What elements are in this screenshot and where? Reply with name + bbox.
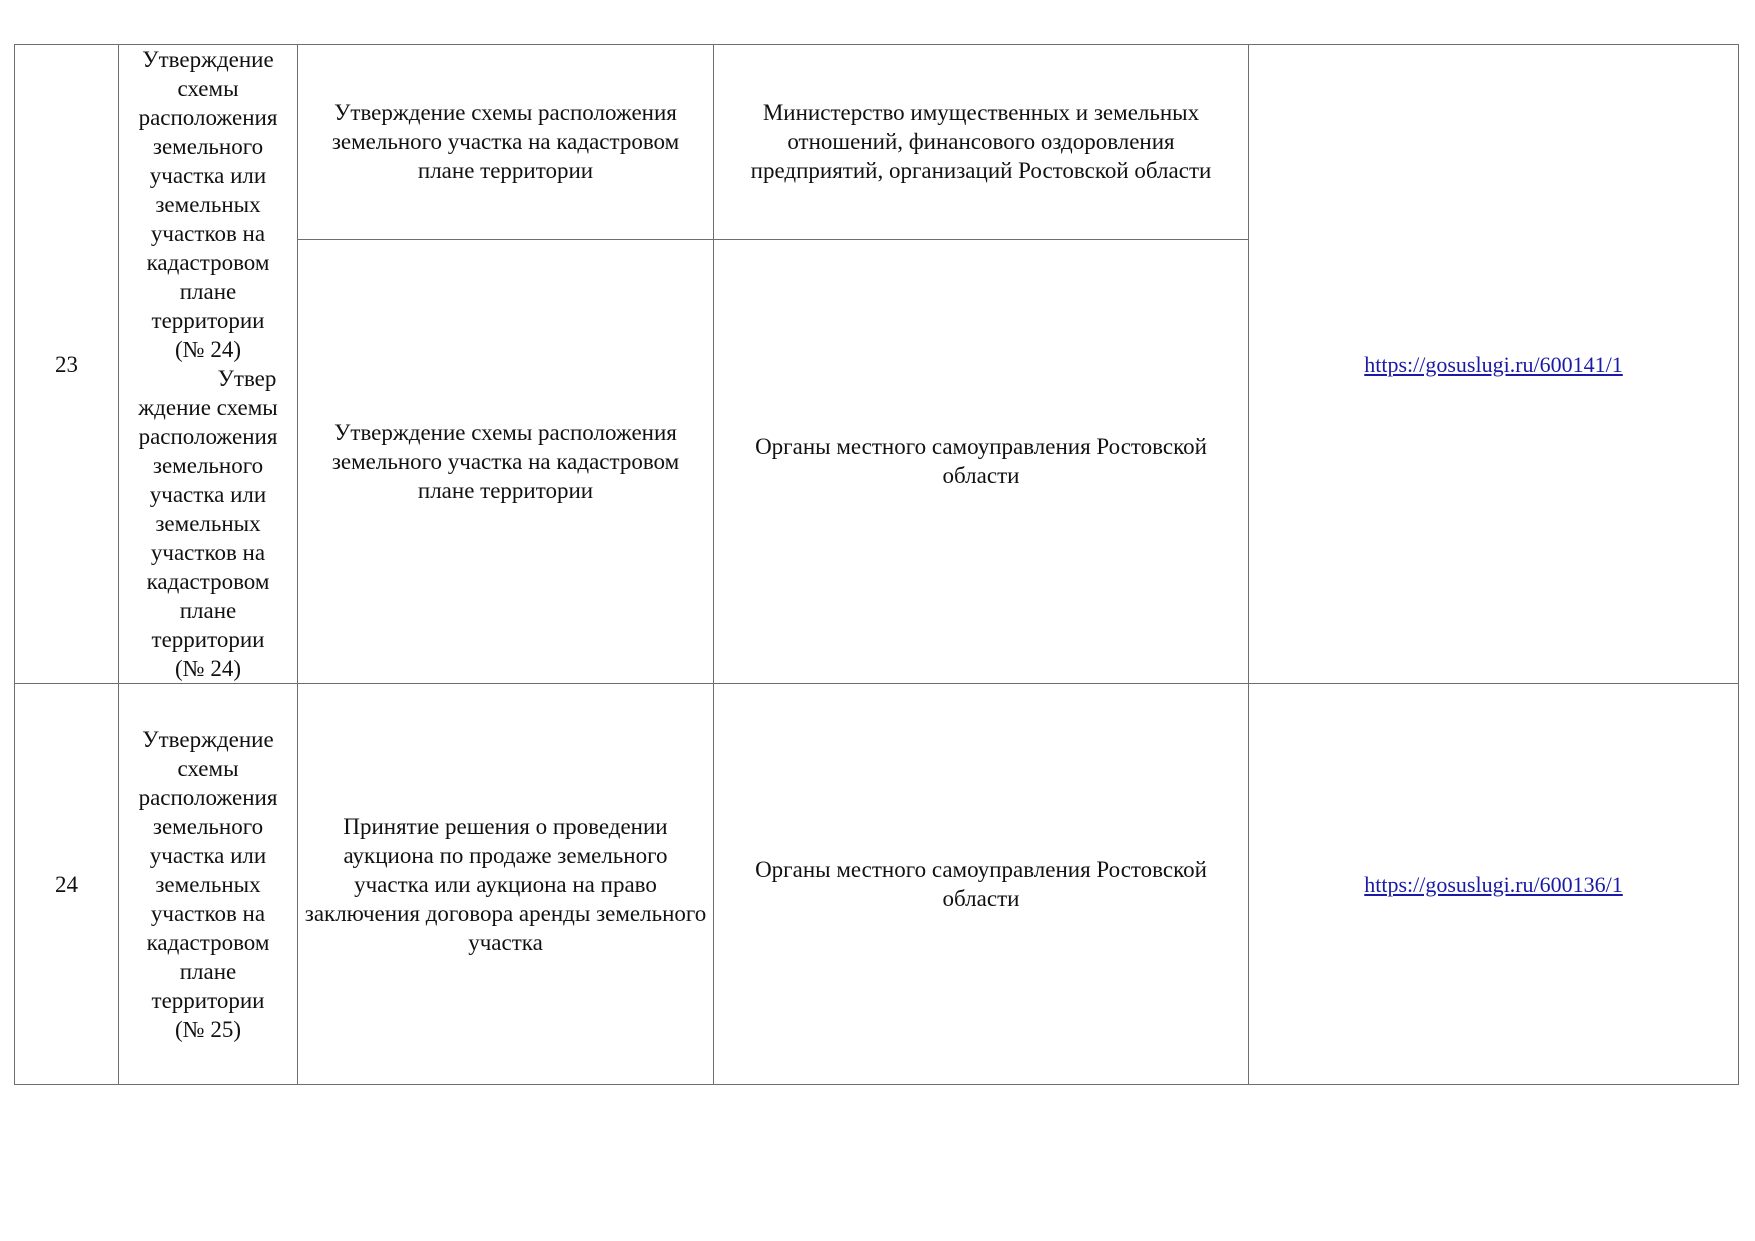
service-name-cell xyxy=(119,684,298,1085)
table-row xyxy=(15,45,1739,240)
service-name-cell xyxy=(119,45,298,684)
organization-name: Министерство имущественных и земельных отношений, финансового оздоровления предприятий, организаций Ростовской области xyxy=(714,45,1249,240)
link-cell xyxy=(1249,45,1739,684)
row-number: 24 xyxy=(15,684,119,1085)
service-name-continued: Утвер ждение схемы расположения земельного участка или земельных участков на кадастровом плане территории xyxy=(138,366,278,652)
organization-name: Органы местного самоуправления Ростовской области xyxy=(714,684,1249,1085)
table-row xyxy=(15,684,1739,1085)
service-name-number: (№ 25) xyxy=(174,1016,241,1042)
row-number: 23 xyxy=(15,45,119,684)
service-name: Утверждение схемы расположения земельного участка или земельных участков на кадастровом плане территории xyxy=(138,726,278,1013)
link-cell xyxy=(1249,684,1739,1085)
subservice-name: Утверждение схемы расположения земельного участка на кадастровом плане территории xyxy=(298,45,714,240)
organization-name: Органы местного самоуправления Ростовской области xyxy=(714,239,1249,683)
subservice-name: Принятие решения о проведении аукциона по продаже земельного участка или аукциона на право заключения договора аренды земельного участка xyxy=(298,684,714,1085)
service-name-number: (№ 24) xyxy=(174,656,241,681)
subservice-name: Утверждение схемы расположения земельного участка на кадастровом плане территории xyxy=(298,239,714,683)
services-table xyxy=(14,44,1739,1085)
gosuslugi-link[interactable]: https://gosuslugi.ru/600136/1 xyxy=(1364,871,1623,897)
service-name: Утверждение схемы расположения земельного участка или земельных участков на кадастровом плане территории xyxy=(138,47,278,333)
service-name-number: (№ 24) xyxy=(174,337,241,362)
gosuslugi-link[interactable]: https://gosuslugi.ru/600141/1 xyxy=(1364,351,1623,377)
